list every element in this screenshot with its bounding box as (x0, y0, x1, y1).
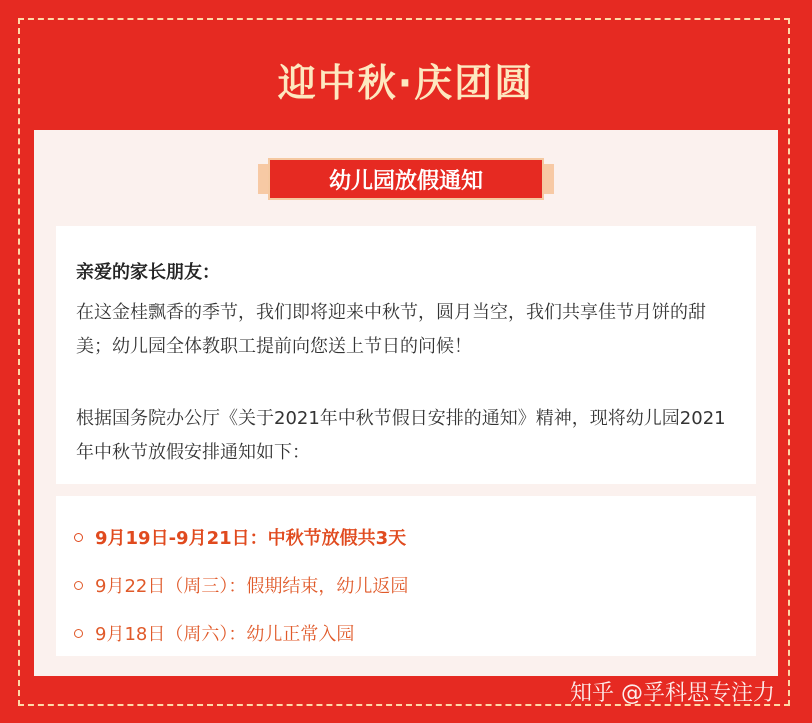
list-item (74, 620, 354, 646)
notice-ribbon (258, 154, 554, 204)
ribbon-title: 幼儿园放假通知 (268, 158, 544, 200)
schedule-card (56, 496, 756, 656)
schedule-text: 9月19日-9月21日：中秋节放假共3天 (95, 528, 407, 549)
letter-paragraph-2: 根据国务院办公厅《关于2021年中秋节假日安排的通知》精神，现将幼儿园2021年中秋节放假安排通知如下： (76, 408, 726, 463)
watermark: 知乎 @孚科思专注力 (570, 681, 775, 706)
schedule-text: 9月18日（周六）：幼儿正常入园 (95, 624, 355, 645)
circle-bullet-icon (74, 581, 83, 590)
list-item (74, 524, 406, 550)
letter-paragraph-1: 在这金桂飘香的季节，我们即将迎来中秋节，圆月当空，我们共享佳节月饼的甜美；幼儿园全体教职工提前向您送上节日的问候！ (76, 302, 706, 357)
circle-bullet-icon (74, 533, 83, 542)
greeting: 亲爱的家长朋友： (76, 262, 220, 283)
schedule-text: 9月22日（周三）：假期结束，幼儿返园 (95, 576, 409, 597)
circle-bullet-icon (74, 629, 83, 638)
letter-card (56, 226, 756, 484)
page-title: 迎中秋·庆团圆 (277, 61, 535, 105)
list-item (74, 572, 408, 598)
